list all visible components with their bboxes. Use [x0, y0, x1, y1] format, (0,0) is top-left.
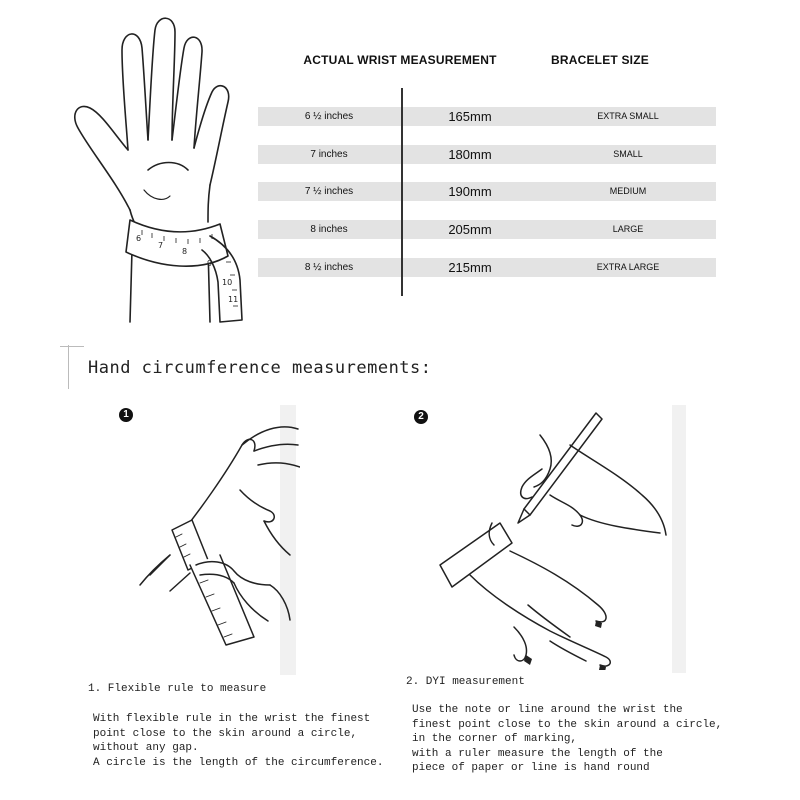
row-inches: 6 ½ inches — [304, 111, 354, 122]
flexible-rule-illustration — [130, 415, 300, 670]
step-1-line: point close to the skin around a circle, — [93, 727, 358, 740]
tape-tick-7: 7 — [158, 241, 164, 250]
tape-tick-10: 10 — [222, 278, 233, 287]
step-1-line: A circle is the length of the circumference. — [93, 756, 384, 769]
section-title: Hand circumference measurements: — [88, 358, 432, 378]
step-1-line: without any gap. — [93, 742, 199, 754]
row-size: LARGE — [612, 224, 644, 234]
tape-tick-11: 11 — [228, 295, 239, 304]
row-inches: 8 inches — [310, 224, 348, 235]
step-1-badge: 1 — [119, 408, 133, 422]
step-1-line: With flexible rule in the wrist the finest — [93, 713, 371, 725]
step-2-description — [412, 703, 722, 776]
size-row — [258, 220, 716, 239]
step-1-description — [93, 712, 383, 770]
step-2-line: piece of paper or line is hand round — [412, 762, 650, 774]
tape-tick-6: 6 — [136, 234, 142, 243]
row-mm: 190mm — [448, 184, 492, 199]
panel-shade — [672, 405, 686, 673]
table-divider — [401, 88, 403, 296]
row-mm: 180mm — [448, 147, 492, 162]
step-2-line: with a ruler measure the length of the — [412, 747, 663, 760]
row-size: SMALL — [613, 149, 643, 159]
size-row — [258, 182, 716, 201]
row-mm: 205mm — [448, 222, 492, 237]
row-mm: 165mm — [448, 109, 492, 124]
row-size: EXTRA SMALL — [597, 111, 659, 121]
title-corner-mark — [68, 345, 69, 389]
size-row — [258, 107, 716, 126]
row-size: EXTRA LARGE — [596, 262, 660, 272]
tape-tick-9: 9 — [207, 259, 213, 268]
row-mm: 215mm — [448, 260, 492, 275]
tape-tick-8: 8 — [182, 247, 188, 256]
size-row — [258, 258, 716, 277]
step-2-caption: 2. DYI measurement — [406, 676, 525, 688]
step-1-caption: 1. Flexible rule to measure — [88, 683, 267, 695]
step-2-line: Use the note or line around the wrist the — [412, 704, 683, 716]
row-size: MEDIUM — [609, 186, 647, 196]
header-wrist-measurement: ACTUAL WRIST MEASUREMENT — [303, 53, 497, 67]
header-bracelet-size: BRACELET SIZE — [551, 53, 649, 67]
step-2-line: in the corner of marking, — [412, 733, 578, 745]
hand-with-tape-illustration — [60, 10, 250, 330]
step-2-line: finest point close to the skin around a circle, — [412, 718, 723, 731]
step-2-badge: 2 — [414, 410, 428, 424]
row-inches: 8 ½ inches — [304, 262, 354, 273]
size-row — [258, 145, 716, 164]
paper-strip-illustration — [430, 405, 670, 670]
row-inches: 7 ½ inches — [304, 186, 354, 197]
row-inches: 7 inches — [310, 149, 348, 160]
title-corner-mark — [60, 346, 84, 347]
